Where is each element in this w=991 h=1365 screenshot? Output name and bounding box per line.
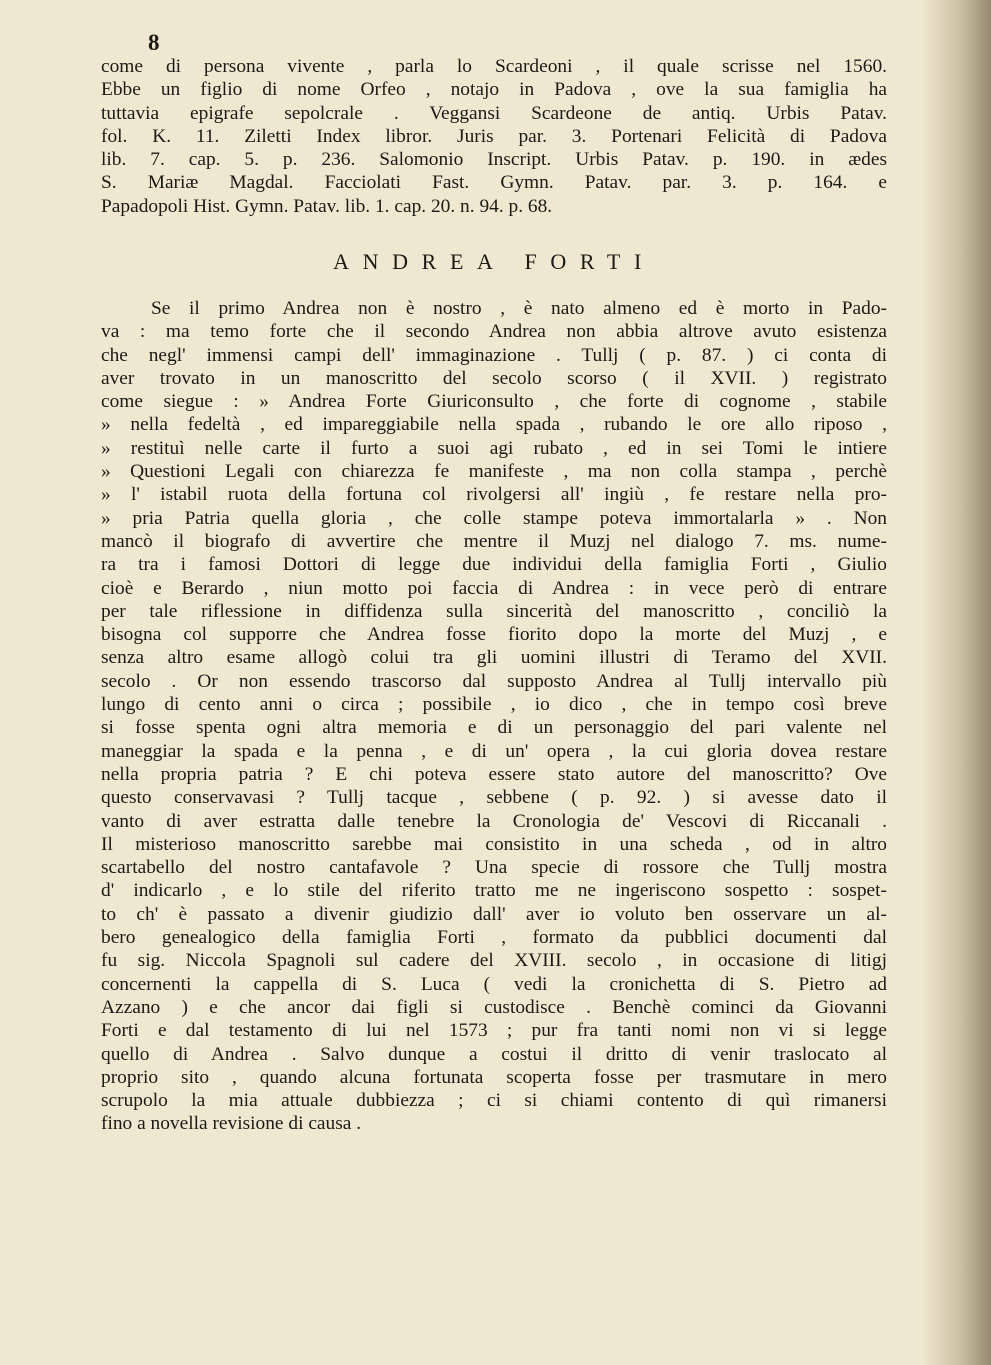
text-line: questo conservavasi ? Tullj tacque , sebbene ( p. 92. ) si avesse dato il — [101, 787, 887, 809]
text-line: maneggiar la spada e la penna , e di un' opera , la cui gloria dovea restare — [101, 740, 887, 762]
text-line: che negl' immensi campi dell' immaginazione . Tullj ( p. 87. ) ci conta di — [101, 344, 887, 366]
text-line: lib. 7. cap. 5. p. 236. Salomonio Inscript. Urbis Patav. p. 190. in ædes — [101, 149, 887, 171]
text-line: come di persona vivente , parla lo Scardeoni , il quale scrisse nel 1560. — [101, 56, 887, 77]
text-line: Ebbe un figlio di nome Orfeo , notajo in Padova , ove la sua famiglia ha — [101, 79, 887, 101]
text-line: fino a novella revisione di causa . — [101, 1113, 362, 1135]
text-line: ra tra i famosi Dottori di legge due individui della famiglia Forti , Giulio — [101, 554, 887, 576]
text-line: » Questioni Legali con chiarezza fe manifeste , ma non colla stampa , perchè — [101, 461, 887, 483]
text-line: quello di Andrea . Salvo dunque a costui il dritto di venir traslocato al — [101, 1043, 887, 1065]
text-line: to ch' è passato a divenir giudizio dall' aver io voluto ben osservare un al- — [101, 903, 887, 925]
text-line: Il misterioso manoscritto sarebbe mai consistito in una scheda , od in altro — [101, 833, 887, 855]
text-line: va : ma temo forte che il secondo Andrea non abbia altrove avuto esistenza — [101, 321, 887, 343]
text-line: si fosse spenta ogni altra memoria e di un personaggio del pari valente nel — [101, 717, 887, 739]
text-line: per tale riflessione in diffidenza sulla sincerità del manoscritto , conciliò la — [101, 600, 887, 622]
page-number: 8 — [148, 30, 160, 55]
text-line: tuttavia epigrafe sepolcrale . Veggansi Scardeone de antiq. Urbis Patav. — [101, 102, 887, 124]
text-line: S. Mariæ Magdal. Facciolati Fast. Gymn. Patav. par. 3. p. 164. e — [101, 172, 887, 194]
text-line: bero genealogico della famiglia Forti , formato da pubblici documenti dal — [101, 927, 887, 949]
text-line: Papadopoli Hist. Gymn. Patav. lib. 1. cap. 20. n. 94. p. 68. — [101, 195, 553, 217]
text-line: senza altro esame allogò colui tra gli uomini illustri di Teramo del XVII. — [101, 647, 887, 669]
text-line: scrupolo la mia attuale dubbiezza ; ci si chiami contento di quì rimanersi — [101, 1090, 887, 1112]
text-line: secolo . Or non essendo trascorso dal supposto Andrea al Tullj intervallo più — [101, 670, 887, 692]
text-line: fu sig. Niccola Spagnoli sul cadere del XVIII. secolo , in occasione di litigj — [101, 950, 887, 972]
section-heading: ANDREA FORTI — [333, 249, 655, 274]
text-line: mancò il biografo di avvertire che mentre il Muzj nel dialogo 7. ms. nume- — [101, 530, 887, 552]
text-line: bisogna col supporre che Andrea fosse fiorito dopo la morte del Muzj , e — [101, 624, 887, 646]
text-line: » l' istabil ruota della fortuna col rivolgersi all' ingiù , fe restare nella pro- — [101, 484, 887, 506]
text-line: come siegue : » Andrea Forte Giuriconsulto , che forte di cognome , stabile — [101, 391, 887, 413]
text-line: proprio sito , quando alcuna fortunata scoperta fosse per trasmutare in mero — [101, 1066, 887, 1088]
text-line: lungo di cento anni o circa ; possibile , io dico , che in tempo così breve — [101, 694, 887, 716]
text-line: nella propria patria ? E chi poteva essere stato autore del manoscritto? Ove — [101, 763, 887, 785]
top-paragraph — [101, 55, 887, 218]
text-line: » pria Patria quella gloria , che colle stampe poteva immortalarla » . Non — [101, 507, 887, 529]
text-line: fol. K. 11. Ziletti Index libror. Juris par. 3. Portenari Felicità di Padova — [101, 125, 887, 147]
text-line: » nella fedeltà , ed impareggiabile nella spada , rubando le ore allo riposo , — [101, 414, 887, 436]
text-line: concernenti la cappella di S. Luca ( vedi la cronichetta di S. Pietro ad — [101, 973, 887, 995]
text-line: cioè e Berardo , niun motto poi faccia di Andrea : in vece però di entrare — [101, 577, 887, 599]
text-line: Azzano ) e che ancor dai figli si custodisce . Benchè cominci da Giovanni — [101, 996, 887, 1018]
text-line: » restituì nelle carte il furto a suoi agi rubato , ed in sei Tomi le intiere — [101, 437, 887, 459]
text-line: Forti e dal testamento di lui nel 1573 ; pur fra tanti nomi non vi si legge — [101, 1020, 887, 1042]
text-line: vanto di aver estratta dalle tenebre la Cronologia de' Vescovi di Riccanali . — [101, 810, 887, 832]
text-line: scartabello del nostro cantafavole ? Una specie di rossore che Tullj mostra — [101, 857, 887, 879]
main-paragraph — [101, 297, 887, 1136]
text-line: aver trovato in un manoscritto del secolo scorso ( il XVII. ) registrato — [101, 367, 887, 389]
text-line: d' indicarlo , e lo stile del riferito tratto me ne ingeriscono sospetto : sospet- — [101, 880, 887, 902]
page-edge-shadow — [923, 0, 991, 1365]
text-line: Se il primo Andrea non è nostro , è nato almeno ed è morto in Pado- — [151, 298, 887, 319]
